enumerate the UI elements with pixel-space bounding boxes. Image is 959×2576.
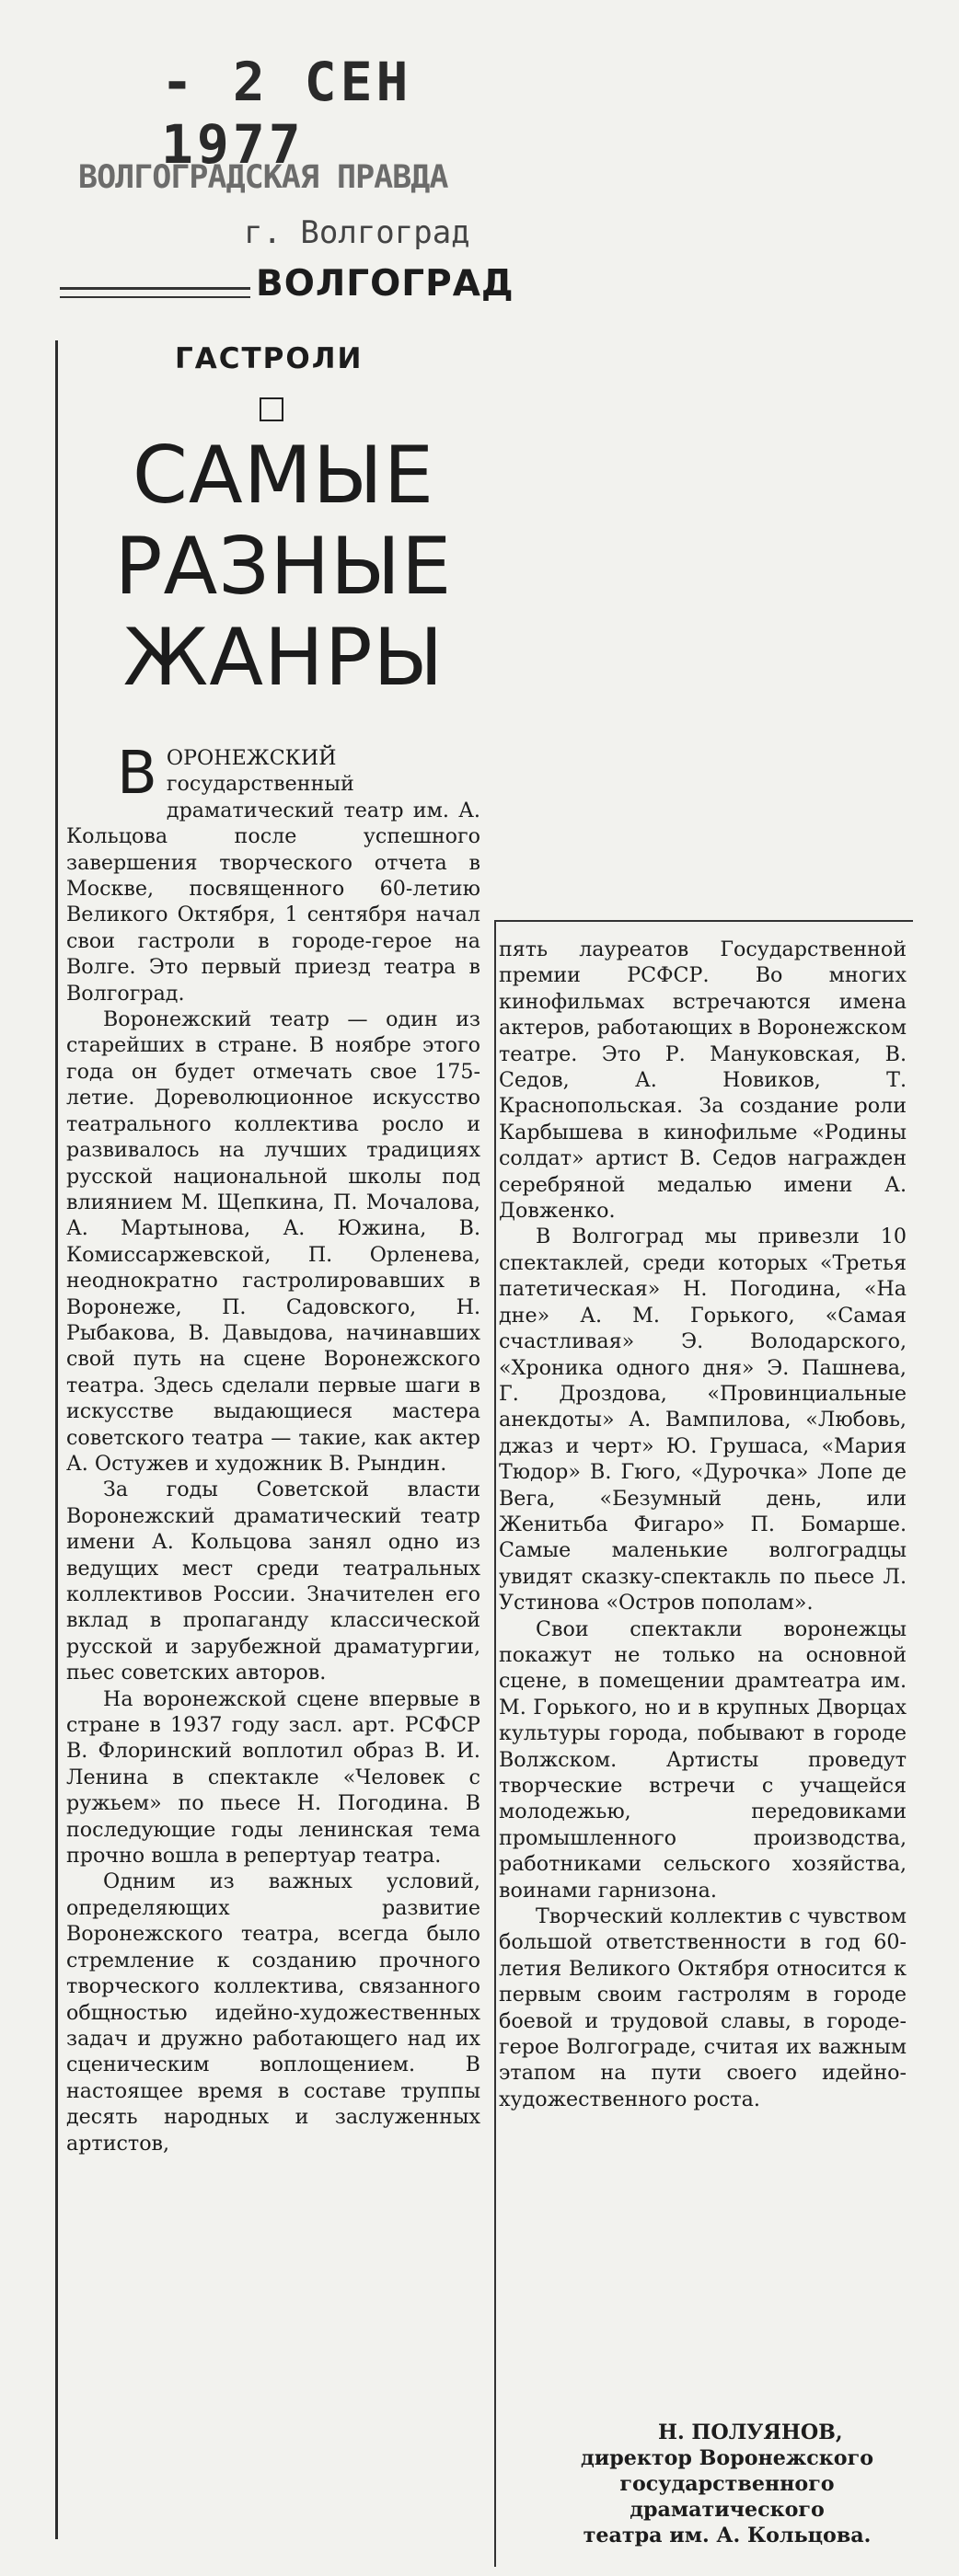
drop-cap: В — [117, 740, 157, 808]
column-top-rule — [494, 920, 913, 922]
headline-line-2: РАЗНЫЕ — [114, 521, 453, 613]
rubric-label: ГАСТРОЛИ — [175, 342, 364, 375]
article-headline — [99, 431, 468, 704]
paragraph: За годы Советской власти Воронежский драматический театр имени А. Кольцова занял одно из ведущих мест среди театральных коллективов России. Значителен его вклад в пропаганду классической русской и зарубежной драматургии, пьес советских авторов. — [66, 1478, 480, 1685]
paragraph: Воронежский театр — один из старейших в стране. В ноябре этого года он будет отмечать свое 175-летие. Дореволюционное искусство театрального коллектива росло и развивалось на лучших традициях русской национальной школы под влиянием М. Щепкина, П. Мочалова, А. Мартынова, А. Южина, В. Комиссаржевской, П. Орленева, неоднократно гастролировавших в Воронеже, П. Садовского, Н. Рыбакова, В. Давыдова, начинавших свой путь на сцене Воронежского театра. Здесь сделали первые шаги в искусстве выдающиеся мастера советского театра — такие, как актер А. Остужев и художник В. Рындин. — [66, 1007, 480, 1476]
author-position-line: государственного — [619, 2472, 835, 2496]
stamp-city: г. Волгоград — [244, 214, 470, 251]
author-position-line: директор Воронежского — [580, 2446, 874, 2470]
headline-line-3: ЖАНРЫ — [122, 612, 445, 704]
paragraph: Свои спектакли воронежцы покажут не только на основной сцене, в помещении драмтеатра им. М. Горького, но и в крупных Дворцах культуры города, побывают в городе Волжском. Артисты проведут творческие встречи с учащейся молодежью, передовиками промышленного производства, работниками сельского хозяйства, воинами гарнизона. — [499, 1616, 907, 1903]
paragraph-text: ОРОНЕЖСКИЙ государственный драматический театр им. А. Кольцова после успешного завершения творческого отчета в Москве, посвященного 60-летию Великого Октября, 1 сентября начал свои гастроли в городе-герое на Волге. Это первый приезд театра в Волгоград. — [66, 746, 480, 1006]
paragraph: В Волгоград мы привезли 10 спектаклей, среди которых «Третья патетическая» Н. Погодина, «На дне» А. М. Горького, «Самая счастливая» Э. Володарского, «Хроника одного дня» Э. Пашнева, Г. Дроздова, «Провинциальные анекдоты» А. Вампилова, «Любовь, джаз и черт» Ю. Грушаса, «Мария Тюдор» В. Гюго, «Дурочка» Лопе де Вега, «Безумный день, или Женитьба Фигаро» П. Бомарше. Самые маленькие волгоградцы увидят сказку-спектакль по пьесе Л. Устинова «Остров пополам». — [499, 1225, 907, 1616]
paragraph: пять лауреатов Государственной премии РСФСР. Во многих кинофильмах встречаются имена актеров, работающих в Воронежском театре. Это Р. Мануковская, В. Седов, А. Новиков, Т. Краснопольская. За создание роли Карбышева в кинофильме «Родины солдат» артист В. Седов награжден серебряной медалью имени А. Довженко. — [499, 937, 907, 1224]
stamp-date: - 2 СЕН 1977 — [161, 51, 412, 176]
city-label: ВОЛГОГРАД — [250, 263, 514, 305]
author-position-line: театра им. А. Кольцова. — [583, 2524, 872, 2547]
clipping-left-border — [55, 340, 58, 2539]
rubric-square-ornament — [260, 397, 283, 421]
paragraph: На воронежской сцене впервые в стране в 1937 году засл. арт. РСФСР В. Флоринский воплотил образ В. И. Ленина в спектакле «Человек с ружьем» по пьесе Н. Погодина. В последующие годы ленинская тема прочно вошла в репертуар театра. — [66, 1686, 480, 1869]
paragraph: Одним из важных условий, определяющих развитие Воронежского театра, всегда было стремление к созданию прочного творческого коллектива, связанного общностью идейно-художественных задач и дружно работающего над их сценическим воплощением. В настоящее время в составе труппы десять народных и заслуженных артистов, — [66, 1869, 480, 2156]
column-divider — [494, 920, 496, 2567]
author-position-line: драматического — [630, 2498, 825, 2522]
author-signature — [548, 2420, 907, 2548]
article-column-right — [499, 937, 907, 2112]
paragraph: Творческий коллектив с чувством большой ответственности в год 60-летия Великого Октября относится к первым своим гастролям в городе боевой и трудовой славы, в городе-герое Волгограде, считая их важным этапом на пути своего идейно-художественного роста. — [499, 1904, 907, 2111]
paragraph — [66, 740, 480, 1006]
stamp-newspaper-name: ВОЛГОГРАДСКАЯ ПРАВДА — [78, 159, 448, 196]
article-column-left — [66, 740, 480, 2156]
headline-line-1: САМЫЕ — [132, 430, 435, 522]
author-name: Н. ПОЛУЯНОВ, — [658, 2421, 843, 2444]
